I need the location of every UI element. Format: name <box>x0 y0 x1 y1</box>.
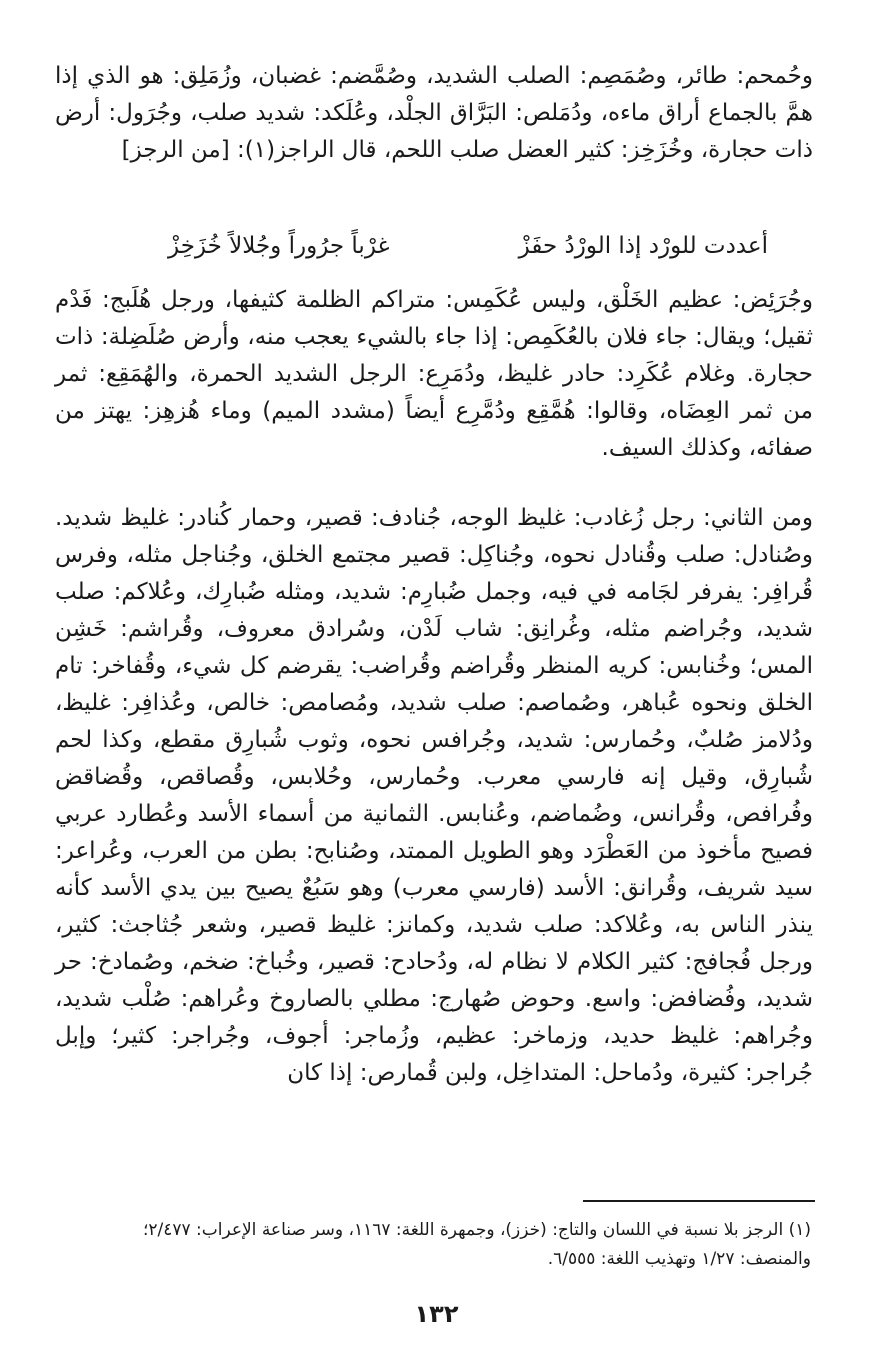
paragraph-2 <box>55 282 813 467</box>
page-number: ١٣٢ <box>414 1300 459 1328</box>
footnote <box>53 1216 811 1274</box>
footnote-line-1: (١) الرجز بلا نسبة في اللسان والتاج: (خزز)، وجمهرة اللغة: ١١٦٧، وسر صناعة الإعراب: ٢/٤٧٧؛ <box>142 1220 811 1240</box>
paragraph-2-text: وجُرَئِض: عظيم الخَلْق، وليس عُكَمِس: متراكم الظلمة كثيفها، ورجل هُلَبج: فَدْم ثقيل؛ ويقال: جاء فلان بالعُكَمِص: إذا جاء بالشيء يعجب منه، وأرض صُلَضِلة: ذات حجارة. وغلام عُكَرِد: حادر غليظ، ودُمَرِع: الرجل الشديد الحمرة، والهُمَقِع: ثمر من ثمر العِضَاه، وقالوا: هُمَّقِع ودُمَّرِع أيضاً (مشدد الميم) وماء هُزهِز: يهتز من صفائه، وكذلك السيف. <box>55 287 813 461</box>
verse-line <box>168 228 768 265</box>
footnote-line-2: والمنصف: ١/٢٧ وتهذيب اللغة: ٦/٥٥٥. <box>547 1249 811 1269</box>
footnote-separator <box>583 1200 815 1202</box>
paragraph-1-text: وحُمحم: طائر، وصُمَصِم: الصلب الشديد، وصُمَّضم: غضبان، وزُمَلِق: هو الذي إذا همَّ بالجماع أراق ماءه، ودُمَلص: البَرَّاق الجلْد، وعُلَكد: شديد صلب، وجُرَول: أرض ذات حجارة، وخُزَخِز: كثير العضل صلب اللحم، قال الراجز(١): [من الرجز] <box>55 63 813 163</box>
paragraph-3 <box>55 500 813 1092</box>
paragraph-1 <box>55 58 813 169</box>
verse-hemistich-second: غرْباً جرُوراً وجُلالاً خُزَخِزْ <box>168 233 390 259</box>
paragraph-3-text: ومن الثاني: رجل زُغادب: غليظ الوجه، جُنادف: قصير، وحمار كُنادر: غليظ شديد. وصُنادل: صلب وقُنادل نحوه، وجُناكِل: قصير مجتمع الخلق، وجُناجل مثله، وفرس قُرافِر: يفرفر لجَامه في فيه، وجمل ضُبارِم: شديد، ومثله ضُبارِك، وعُلاكم: صلب شديد، وجُراضم مثله، وغُرانِق: شاب لَدْن، وسُرادق معروف، وقُراشم: خَشِن المس؛ وخُنابس: كريه المنظر وقُراضم وقُراضب: يقرضم كل شيء، وقُفاخر: تام الخلق ونحوه عُباهر، وصُماصم: صلب شديد، ومُصامص: خالص، وعُذافِر: غليظ، ودُلامز صُلبٌ، وحُمارس: شديد، وجُرافس نحوه، وثوب شُبارِق مقطع، وكذا لحم شُبارِق، وقيل إنه فارسي معرب. وحُمارس، وحُلابس، وقُصاقص، وقُضاقض وفُرافص، وقُرانس، وضُماضم، وعُنابس. الثمانية من أسماء الأسد وعُطارد عربي فصيح مأخوذ من العَطْرَد وهو الطويل الممتد، وصُنابح: بطن من العرب، وعُراعر: سيد شريف، وقُرانق: الأسد (فارسي معرب) وهو سَبُعٌ يصيح بين يدي الأسد كأنه ينذر الناس به، وعُلاكد: صلب شديد، وكمانز: غليظ قصير، وشعر جُثاجث: كثير، ورجل فُجافج: كثير الكلام لا نظام له، ودُحادح: قصير، وخُباخ: ضخم، وصُمادخ: حر شديد، وفُضافض: واسع. وحوض صُهارج: مطلي بالصاروخ وعُراهم: صُلْب شديد، وجُراهم: غليظ حديد، وزماخر: عظيم، وزُماجر: أجوف، وجُراجر: كثير؛ وإبل جُراجر: كثيرة، ودُماحل: المتداخِل، ولبن قُمارص: إذا كان <box>55 505 813 1086</box>
verse-hemistich-first: أعددت للورْد إذا الورْدُ حفَزْ <box>518 233 768 259</box>
